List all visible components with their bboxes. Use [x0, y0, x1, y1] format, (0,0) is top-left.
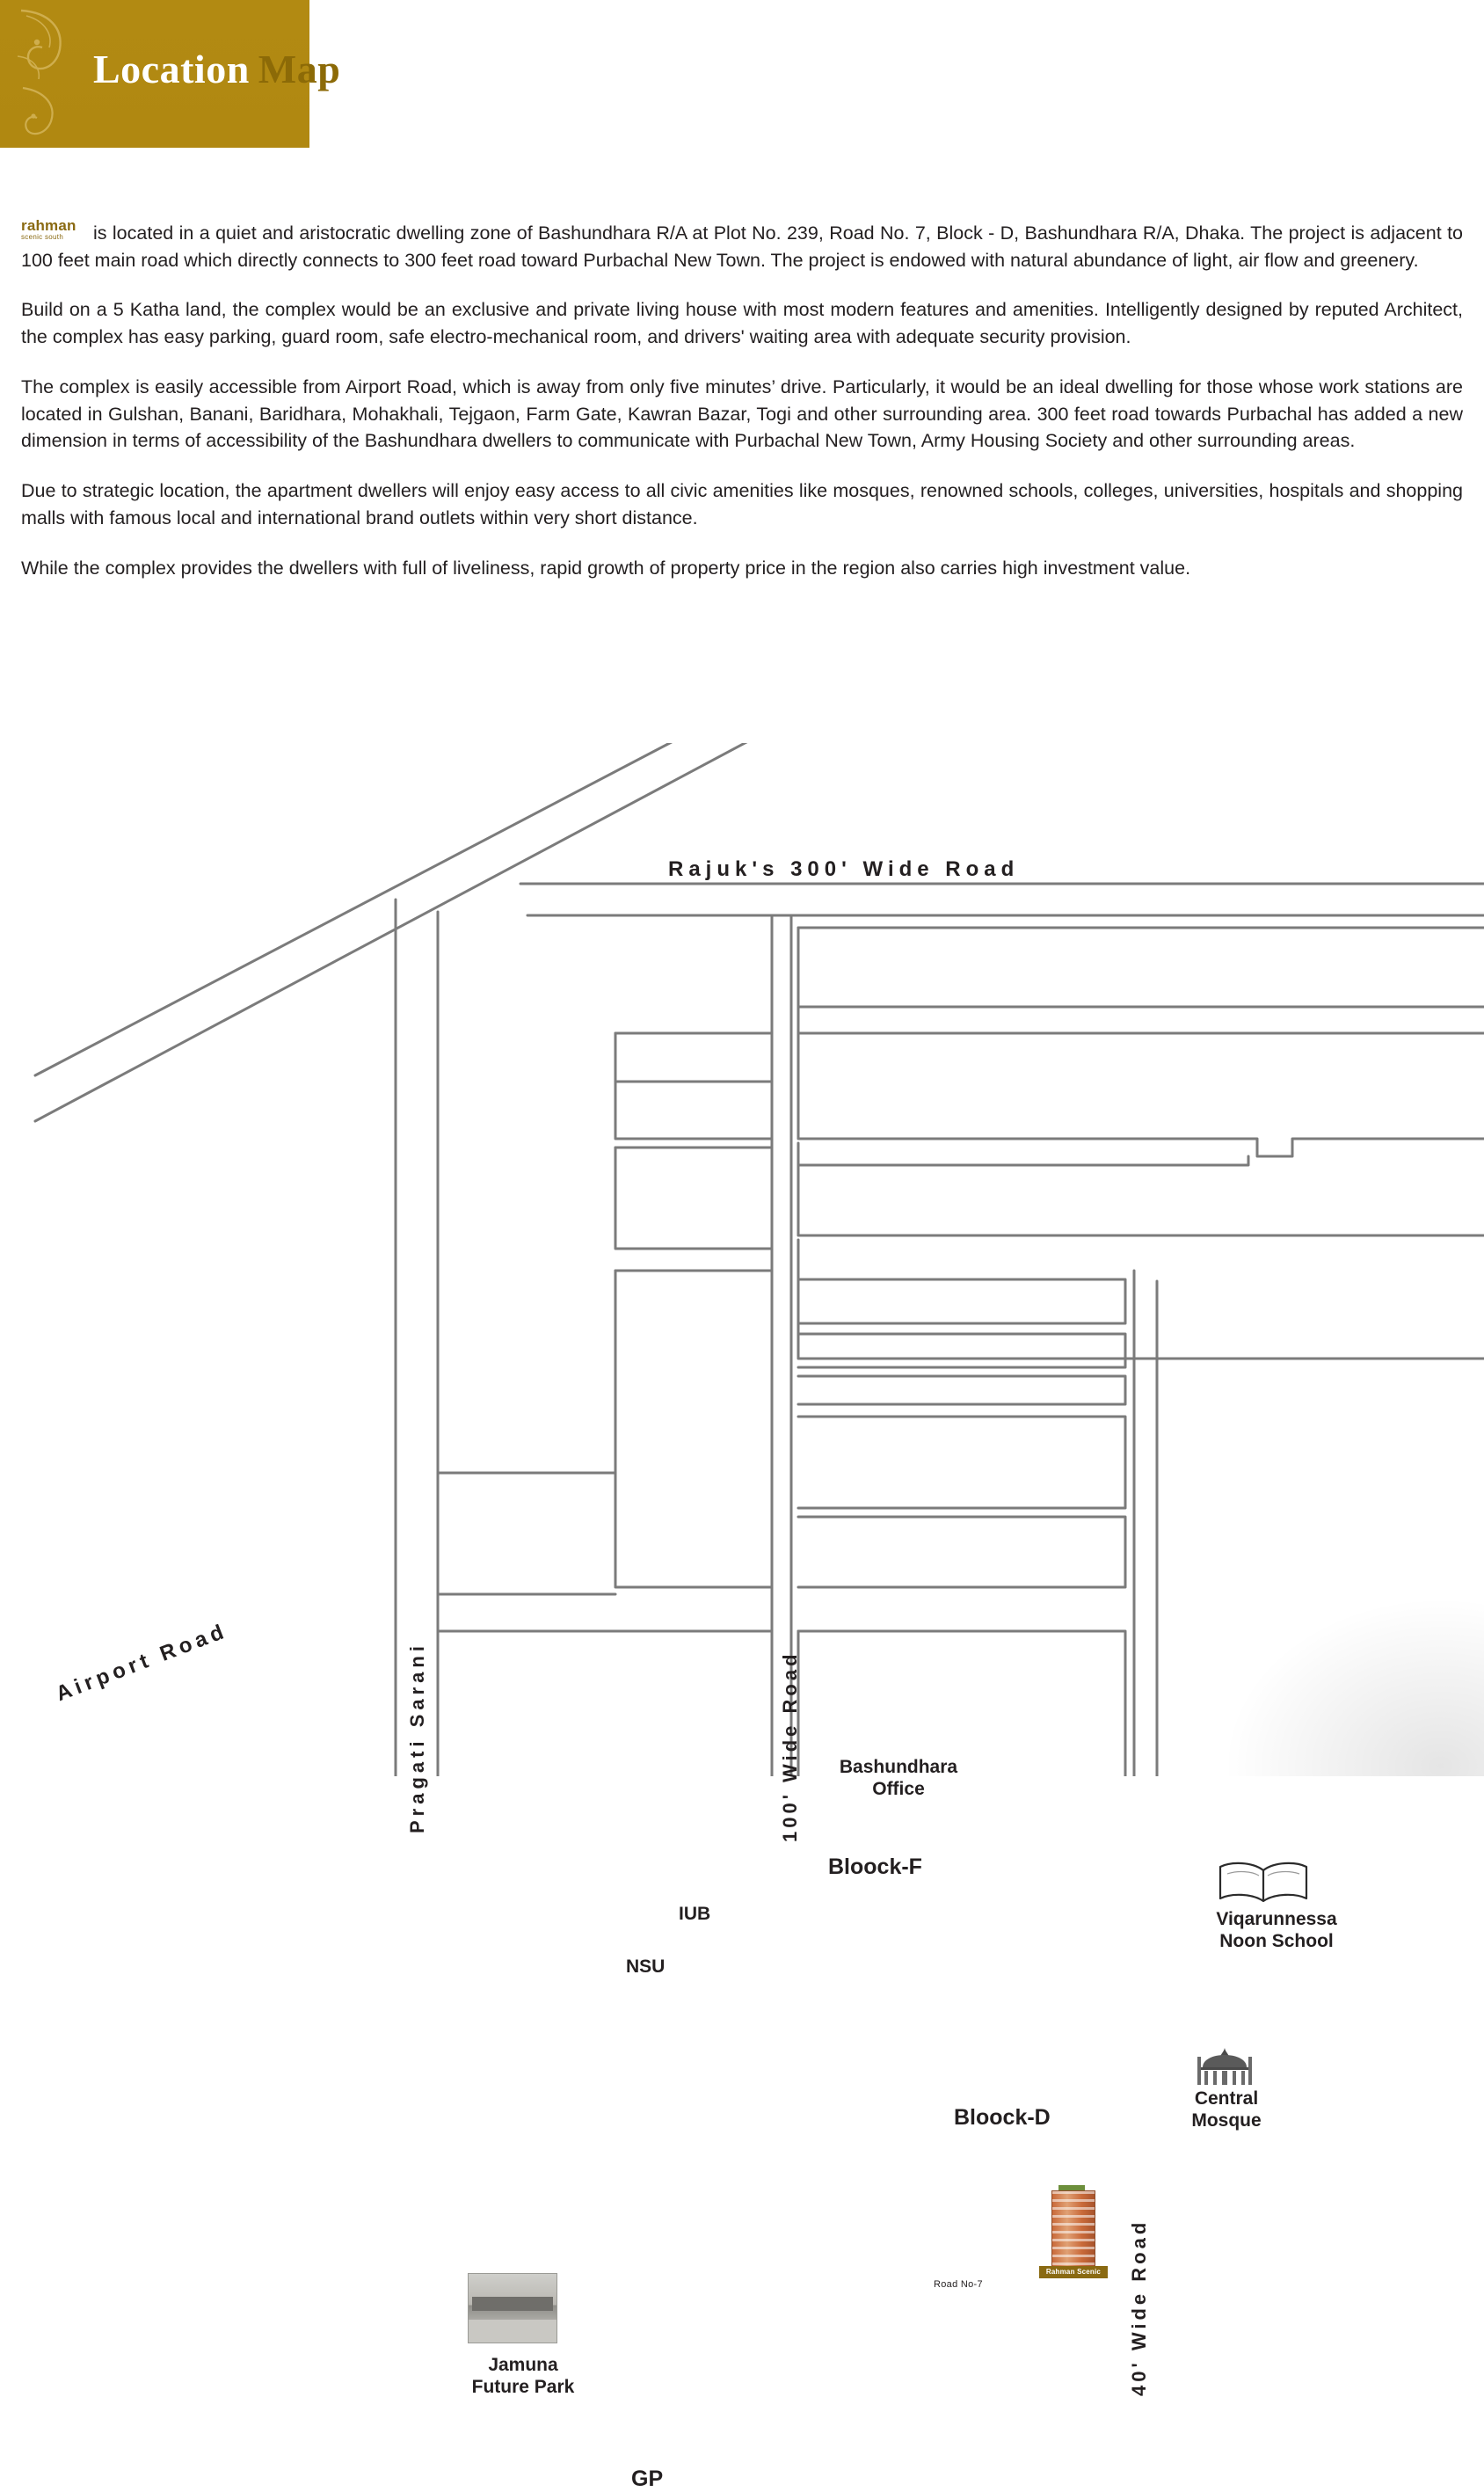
map-label-airport-road: Airport Road [53, 1618, 231, 1707]
map-label-jamuna-future-park [440, 2354, 607, 2398]
project-photo-tower [1051, 2190, 1095, 2268]
map-label-gp: GP [631, 2466, 664, 2491]
paragraph-3: The complex is easily accessible from Airport Road, which is away from only five minutes’ drive. Particularly, it would be an ideal dwelling for those whose work stations are located in Gulshan, Banani, Baridhara, Mohakhali, Tejgaon, Farm Gate, Kawran Bazar, Togi and other surrounding area. 300 feet road towards Purbachal has added a new dimension in terms of accessibility of the Bashundhara dwellers to communicate with Purbachal New Town, Army Housing Society and other surrounding areas. [21, 375, 1463, 452]
open-book-icon [1215, 1860, 1312, 1905]
map-label-bashundhara-office [819, 1756, 978, 1800]
map-label-mosque-line2: Mosque [1191, 2110, 1262, 2131]
map-label-viqarunnessa-school [1189, 1908, 1364, 1952]
map-label-block-d: Bloock-D [954, 2105, 1051, 2130]
map-label-road-no-7: Road No-7 [934, 2279, 983, 2290]
map-label-jamuna-line1: Jamuna [488, 2355, 558, 2375]
logo-name-top: rahman [21, 217, 76, 234]
paragraph-4: Due to strategic location, the apartment dwellers will enjoy easy access to all civic amenities like mosques, renowned schools, colleges, universities, hospitals and shopping malls with famous local and international brand outlets within very short distance. [21, 480, 1463, 528]
map-label-mosque-line1: Central [1194, 2088, 1259, 2109]
page-title-word-location: Location [93, 47, 250, 91]
rahman-scenic-south-project-photo [1039, 2185, 1108, 2288]
map-label-bashundhara-office-line2: Office [872, 1779, 925, 1800]
map-label-100-wide-road: 100' Wide Road [779, 1650, 801, 1842]
map-label-rajuk-road: Rajuk's 300' Wide Road [668, 857, 1020, 881]
jamuna-photo-roof [472, 2297, 553, 2311]
paragraph-2: Build on a 5 Katha land, the complex would be an exclusive and private living house with most modern features and amenities. Intelligently designed by reputed Architect, the complex has easy parking, guard room, safe electro-mechanical room, and drivers' waiting area with adequate security provision. [21, 299, 1463, 348]
project-photo-caption: Rahman Scenic South [1039, 2266, 1108, 2278]
location-map [0, 743, 1484, 2491]
logo-name-bottom: scenic south [21, 233, 64, 241]
page-title-word-map: Map [258, 47, 341, 91]
map-label-bashundhara-office-line1: Bashundhara [839, 1757, 958, 1777]
description-content [21, 218, 1463, 581]
paragraph-1-text: is located in a quiet and aristocratic dwelling zone of Bashundhara R/A at Plot No. 239, Road No. 7, Block - D, Bashundhara R/A, Dhaka. The project is adjacent to 100 feet main road which directly connects to 300 feet road toward Purbachal New Town. The project is endowed with natural abundance of light, air flow and greenery. [21, 222, 1463, 271]
map-label-viqarunnessa-line1: Viqarunnessa [1216, 1909, 1337, 1929]
jamuna-future-park-photo [468, 2273, 557, 2343]
map-label-central-mosque [1165, 2088, 1288, 2131]
map-label-block-f: Bloock-F [828, 1854, 922, 1879]
map-label-jamuna-line2: Future Park [471, 2377, 575, 2398]
map-label-40-wide-road: 40' Wide Road [1128, 2219, 1150, 2396]
map-label-iub: IUB [679, 1904, 711, 1924]
map-label-pragati-sarani: Pragati Sarani [406, 1642, 428, 1833]
mosque-icon [1194, 2046, 1255, 2087]
map-label-nsu: NSU [626, 1956, 666, 1977]
paragraph-5: While the complex provides the dwellers with full of liveliness, rapid growth of property price in the region also carries high investment value. [21, 557, 1191, 579]
map-label-viqarunnessa-line2: Noon School [1219, 1931, 1334, 1952]
jamuna-photo-base [469, 2320, 556, 2343]
page-title [93, 46, 340, 92]
paragraph-1 [21, 218, 1463, 273]
rahman-scenic-south-logo [21, 218, 90, 244]
